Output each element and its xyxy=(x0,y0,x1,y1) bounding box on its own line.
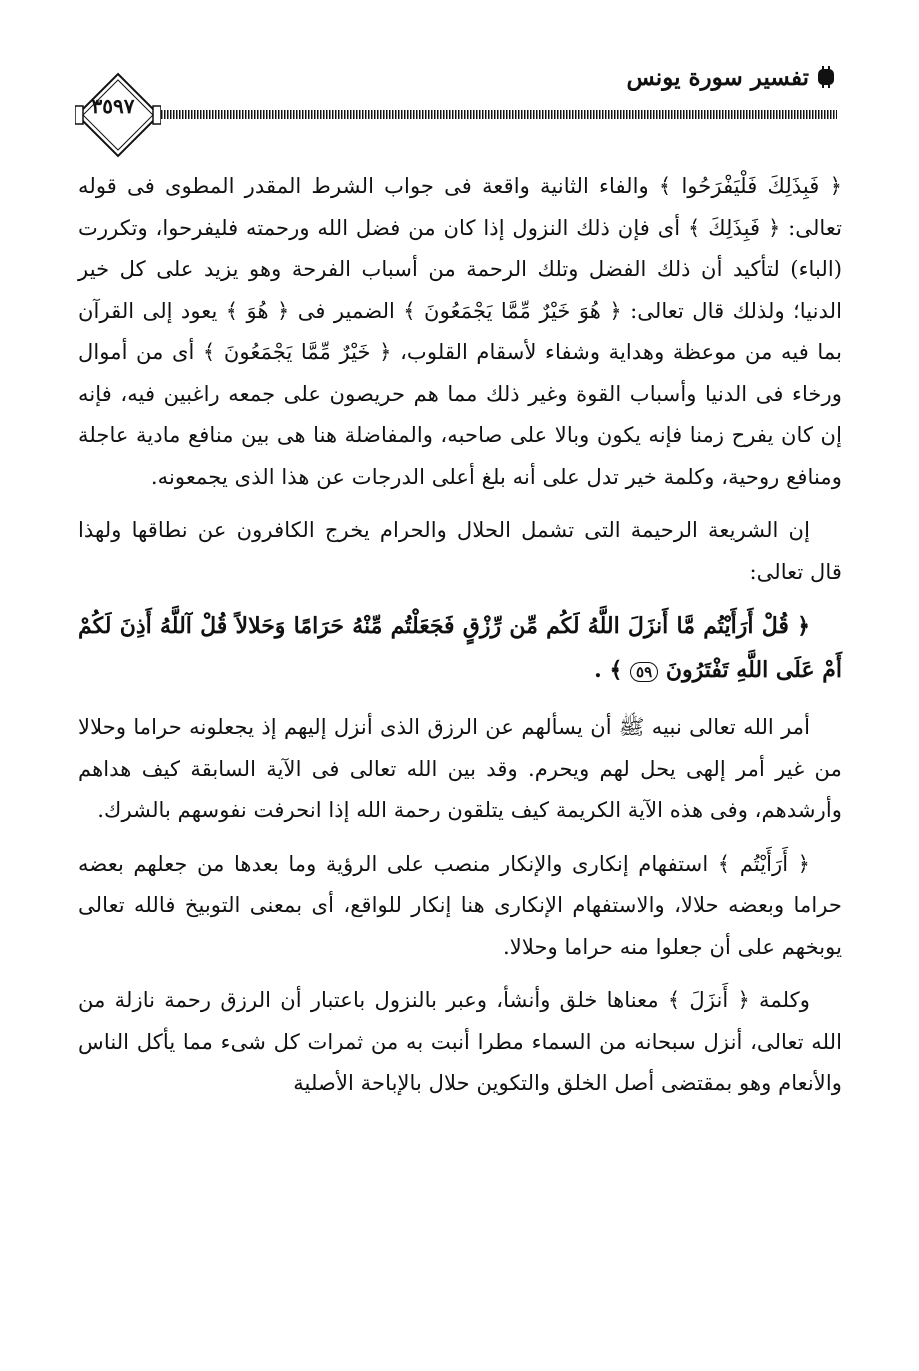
header-rule xyxy=(158,110,837,119)
paragraph: أمر الله تعالى نبيه ﷺ أن يسألهم عن الرزق الذى أنزل إليهم إذ يجعلونه حراما وحلالا من غير أمر إلهى يحل لهم ويحرم. وقد بين الله تعالى فى الآية السابقة كيف هداهم وأرشدهم، وفى هذه الآية الكريمة كيف يتلقون رحمة الله إذا انحرفت نفوسهم بالشرك. xyxy=(78,714,842,822)
quran-verse xyxy=(78,604,842,694)
paragraph: ﴿ فَبِذَلِكَ فَلْيَفْرَحُوا ﴾ والفاء الثانية واقعة فى جواب الشرط المقدر المطوى فى قوله تعالى: ﴿ فَبِذَلِكَ ﴾ أى فإن ذلك النزول إذا كان من فضل الله ورحمته فليفرحوا، وتكررت (الباء) لتأكيد أن ذلك الفضل وتلك الرحمة من أسباب الفرحة وهو يزيد على كل خير الدنيا؛ ولذلك قال تعالى: ﴿ هُوَ خَيْرٌ مِّمَّا يَجْمَعُونَ ﴾ الضمير فى ﴿ هُوَ ﴾ يعود إلى القرآن بما فيه من موعظة وهداية وشفاء لأسقام القلوب، ﴿ خَيْرٌ مِّمَّا يَجْمَعُونَ ﴾ أى من أموال ورخاء فى الدنيا وأسباب القوة وغير ذلك مما هم حريصون على جمعه راغبين فيه، فإنه إن كان يفرح زمنا فإنه يكون وبالا على صاحبه، والمفاضلة هنا هى بين منافع مادية عاجلة ومنافع روحية، وكلمة خير تدل على أنه بلغ أعلى الدرجات عن هذا الذى يجمعونه. xyxy=(78,173,842,489)
paragraph: وكلمة ﴿ أَنزَلَ ﴾ معناها خلق وأنشأ، وعبر بالنزول باعتبار أن الرزق رحمة نازلة من الله تعالى، أنزل سبحانه من السماء مطرا أنبت به من ثمرات كل شىء مما يأكل الناس والأنعام وهو بمقتضى أصل الخلق والتكوين حلال بالإباحة الأصلية xyxy=(78,987,842,1095)
ayah-number: ٥٩ xyxy=(630,662,658,682)
verse-closing: ﴾ . xyxy=(594,657,623,683)
page-header xyxy=(0,0,919,170)
page-body xyxy=(78,165,842,1116)
paragraph: إن الشريعة الرحيمة التى تشمل الحلال والحرام يخرج الكافرون عن نطاقها ولهذا قال تعالى: xyxy=(78,517,842,584)
running-title: تفسير سورة يونس xyxy=(626,64,809,91)
verse-text: ﴿ قُلْ أَرَأَيْتُم مَّا أَنزَلَ اللَّهُ لَكُم مِّن رِّزْقٍ فَجَعَلْتُم مِّنْهُ حَرَامًا وَحَلالاً قُلْ آللَّهُ أَذِنَ لَكُمْ أَمْ عَلَى اللَّهِ تَفْتَرُونَ xyxy=(78,613,842,683)
paragraph: ﴿ أَرَأَيْتُم ﴾ استفهام إنكارى والإنكار منصب على الرؤية وما بعدها من جعلهم بعضه حراما وبعضه حلالا، والاستفهام الإنكارى هنا إنكار للواقع، أى بمعنى التوبيخ فالله تعالى يوبخهم على أن جعلوا منه حراما وحلالا. xyxy=(78,850,842,959)
ornament-icon xyxy=(815,66,837,88)
page-number: ٣٥٩٧ xyxy=(91,94,135,118)
